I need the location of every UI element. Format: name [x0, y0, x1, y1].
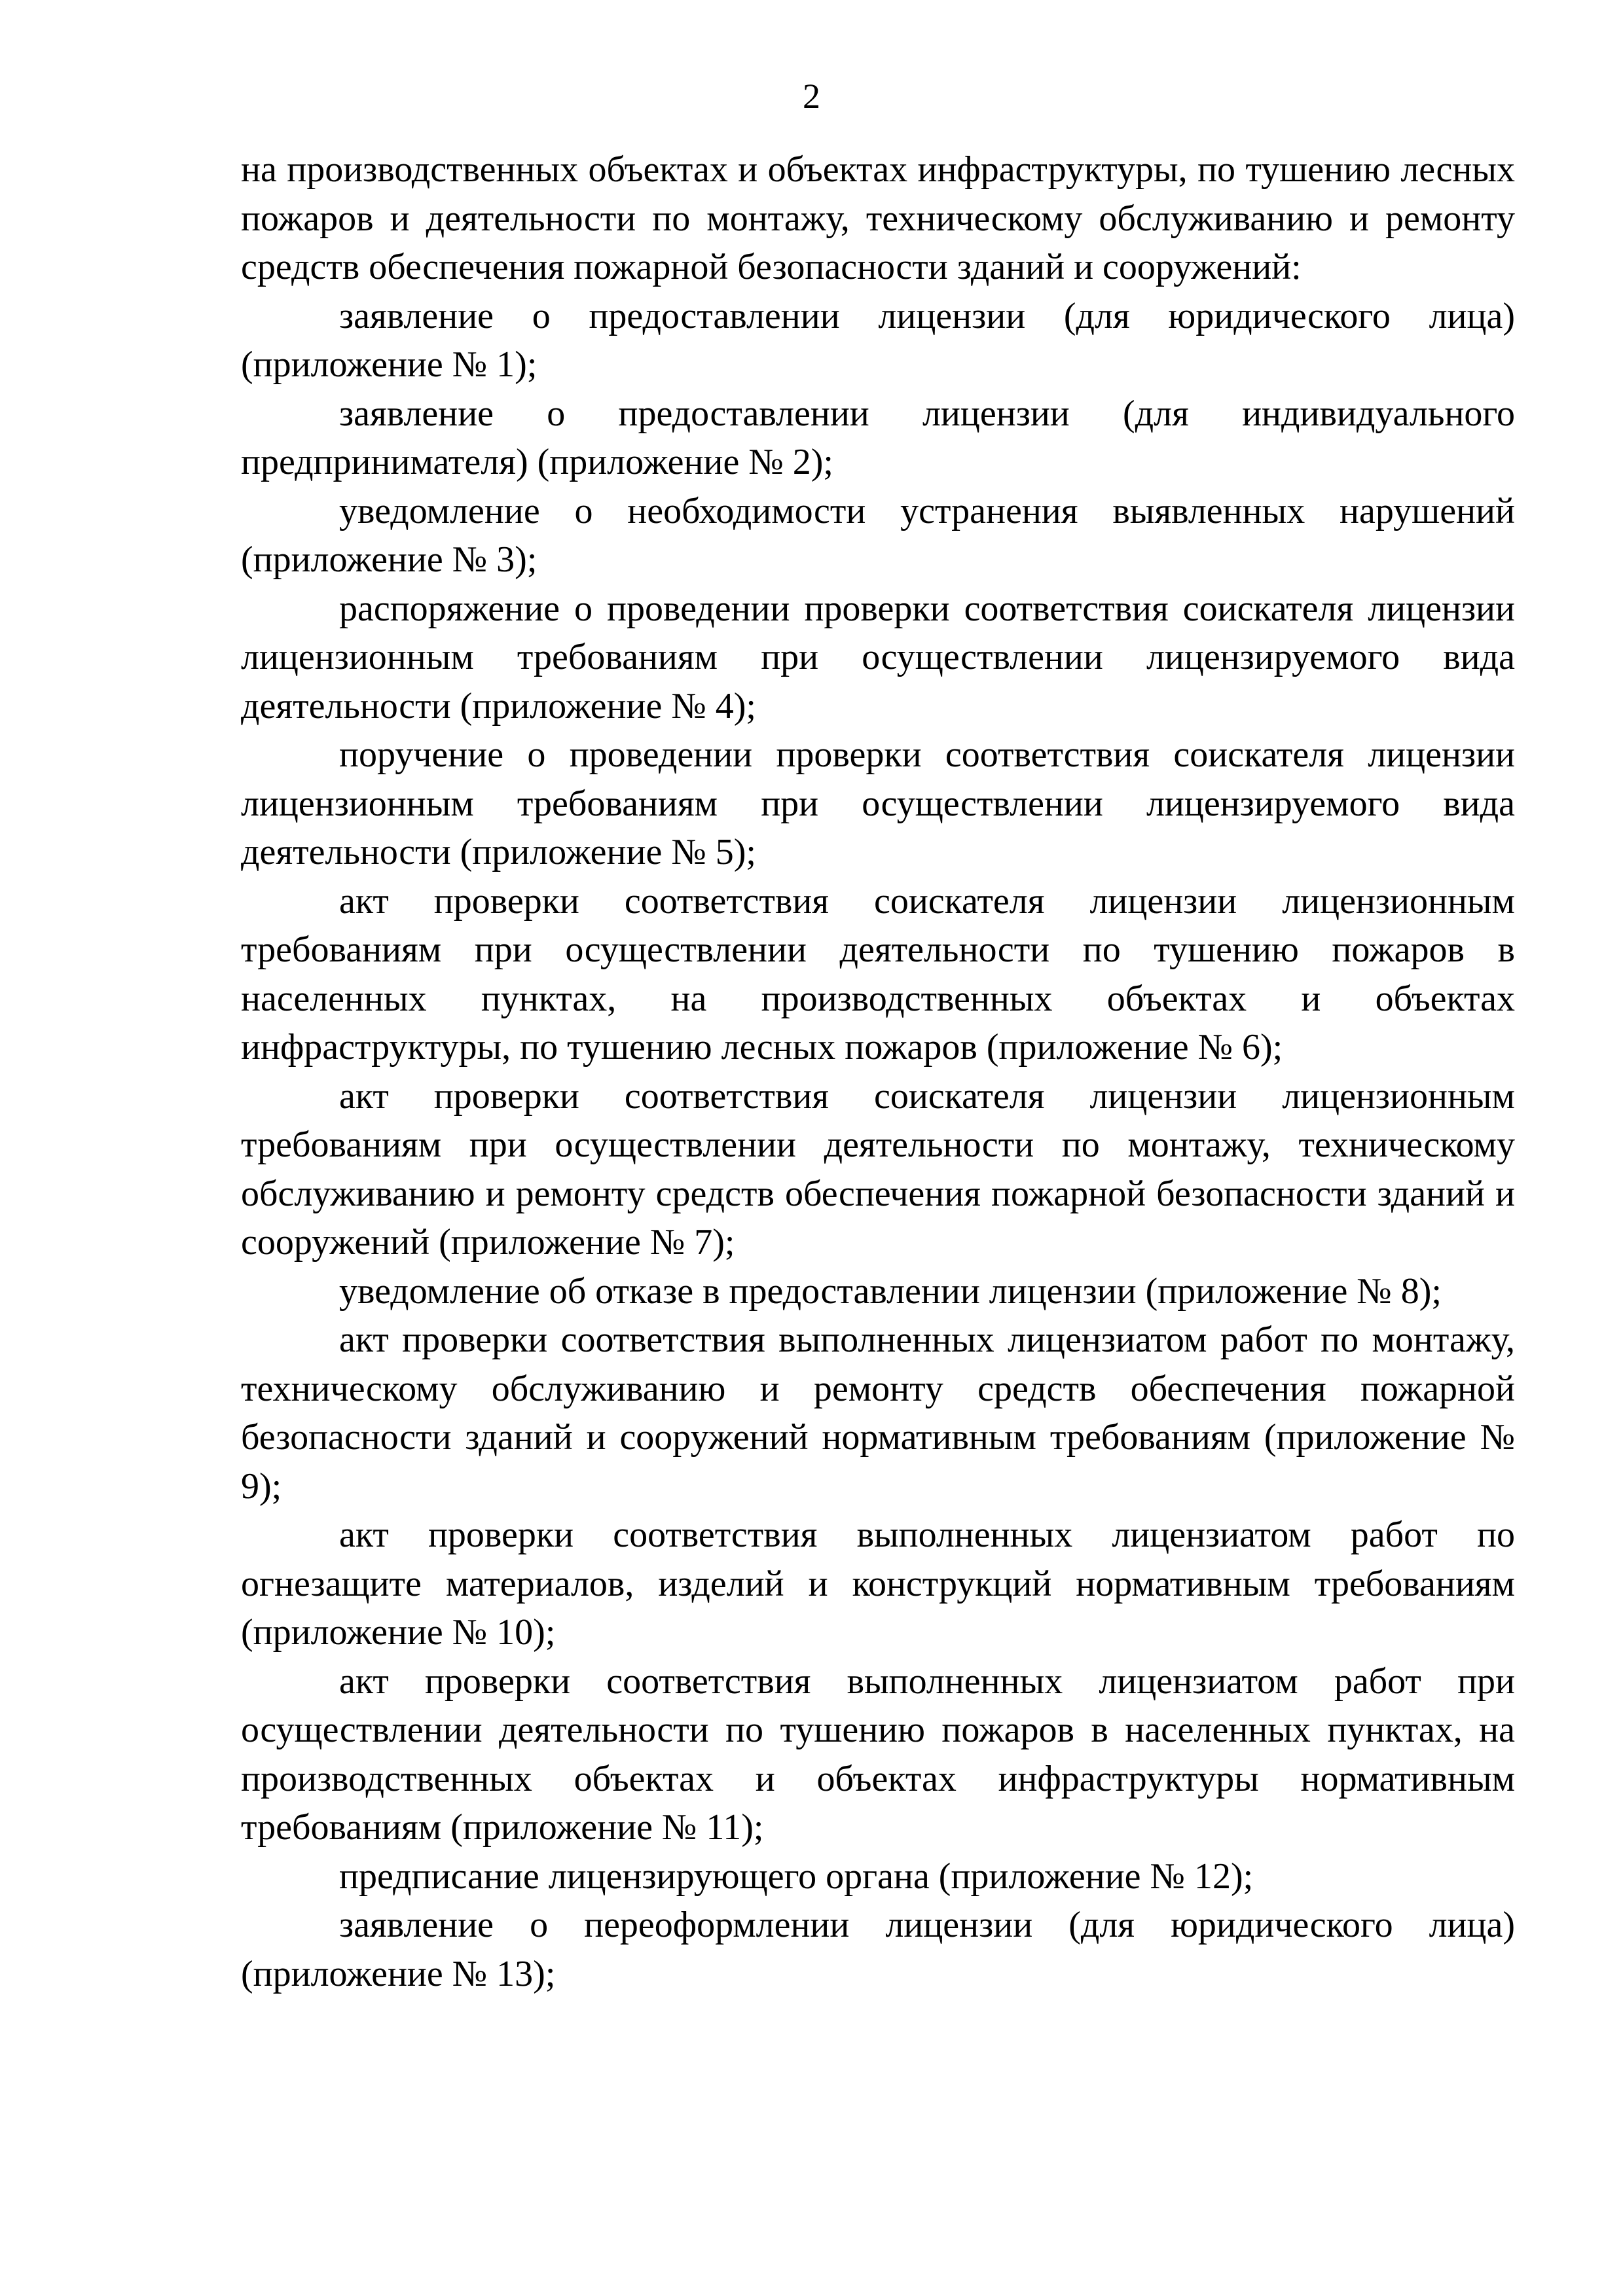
list-item-appendix-1: заявление о предоставлении лицензии (для юридического лица) (приложение № 1);: [241, 295, 1515, 385]
list-item-appendix-7: акт проверки соответствия соискателя лицензии лицензионным требованиям при осуществлении деятельности по монтажу, техническому обслуживанию и ремонту средств обеспечения пожарной безопасности зданий и сооружений (приложение № 7);: [241, 1075, 1515, 1263]
list-item-appendix-4: распоряжение о проведении проверки соответствия соискателя лицензии лицензионным требованиям при осуществлении лицензируемого вида деятельности (приложение № 4);: [241, 588, 1515, 726]
list-item-appendix-6: акт проверки соответствия соискателя лицензии лицензионным требованиям при осуществлении деятельности по тушению пожаров в населенных пунктах, на производственных объектах и объектах инфраструктуры, по тушению лесных пожаров (приложение № 6);: [241, 880, 1515, 1067]
paragraph-continuation: на производственных объектах и объектах инфраструктуры, по тушению лесных пожаров и деятельности по монтажу, техническому обслуживанию и ремонту средств обеспечения пожарной безопасности зданий и сооружений:: [241, 149, 1515, 287]
list-item-appendix-13: заявление о переоформлении лицензии (для юридического лица) (приложение № 13);: [241, 1905, 1515, 1994]
list-item-appendix-8: уведомление об отказе в предоставлении лицензии (приложение № 8);: [339, 1270, 1442, 1312]
page-number: 2: [803, 77, 820, 116]
list-item-appendix-9: акт проверки соответствия выполненных лицензиатом работ по монтажу, техническому обслуживанию и ремонту средств обеспечения пожарной безопасности зданий и сооружений нормативным требованиям (приложение № 9);: [241, 1319, 1515, 1507]
list-item-appendix-5: поручение о проведении проверки соответствия соискателя лицензии лицензионным требованиям при осуществлении лицензируемого вида деятельности (приложение № 5);: [241, 734, 1515, 872]
list-item-appendix-10: акт проверки соответствия выполненных лицензиатом работ по огнезащите материалов, изделий и конструкций нормативным требованиям (приложение № 10);: [241, 1515, 1515, 1653]
list-item-appendix-11: акт проверки соответствия выполненных лицензиатом работ при осуществлении деятельности по тушению пожаров в населенных пунктах, на производственных объектах и объектах инфраструктуры нормативным требованиям (приложение № 11);: [241, 1660, 1515, 1848]
list-item-appendix-2: заявление о предоставлении лицензии (для индивидуального предпринимателя) (приложение № 2);: [241, 393, 1515, 482]
document-body: [241, 145, 1515, 1998]
list-item-appendix-12: предписание лицензирующего органа (приложение № 12);: [339, 1856, 1254, 1897]
list-item-appendix-3: уведомление о необходимости устранения выявленных нарушений (приложение № 3);: [241, 490, 1515, 580]
